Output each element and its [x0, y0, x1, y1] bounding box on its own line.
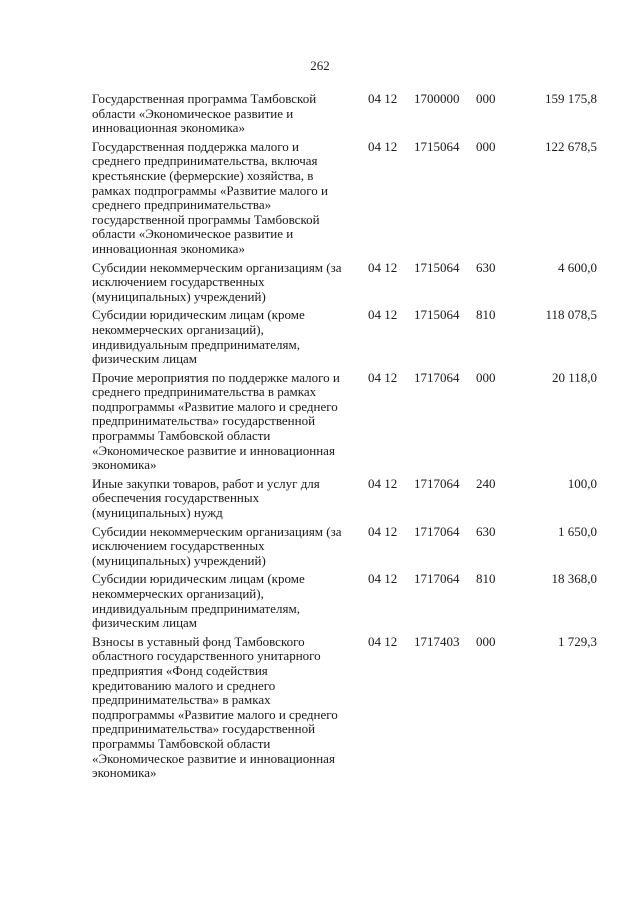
- row-amount: 1 650,0: [558, 523, 597, 539]
- row-section: 04 12: [368, 369, 398, 385]
- row-article: 1717064: [414, 571, 460, 587]
- page-number: 262: [310, 58, 330, 73]
- row-article: 1715064: [414, 307, 460, 323]
- table-row: [92, 572, 597, 634]
- row-amount: 122 678,5: [545, 138, 597, 154]
- row-section: 04 12: [368, 138, 398, 154]
- row-name: Прочие мероприятия по поддержке малого и среднего предпринимательства в рамках подпрограммы «Развитие малого и среднего предпринимательства» государственной программы Тамбовской области «Экономическое развитие и инновационная экономика»: [92, 369, 340, 473]
- table-row: [92, 140, 597, 261]
- budget-table: [92, 92, 597, 785]
- row-article: 1717064: [414, 475, 460, 491]
- table-row: [92, 477, 597, 525]
- row-name: Иные закупки товаров, работ и услуг для обеспечения государственных (муниципальных) нужд: [92, 475, 320, 521]
- row-section: 04 12: [368, 571, 398, 587]
- row-article: 1717403: [414, 633, 460, 649]
- row-section: 04 12: [368, 259, 398, 275]
- row-expense-type: 000: [476, 369, 496, 385]
- row-section: 04 12: [368, 475, 398, 491]
- row-name: Субсидии некоммерческим организациям (за исключением государственных (муниципальных) учреждений): [92, 523, 342, 568]
- row-article: 1700000: [414, 91, 460, 106]
- row-expense-type: 000: [476, 91, 496, 106]
- row-name: Субсидии юридическим лицам (кроме некоммерческих организаций), индивидуальным предпринимателям, физическим лицам: [92, 571, 305, 631]
- row-name: Государственная программа Тамбовской области «Экономическое развитие и инновационная экономика»: [92, 91, 317, 136]
- row-amount: 1 729,3: [558, 633, 597, 649]
- row-expense-type: 240: [476, 475, 496, 491]
- row-section: 04 12: [368, 633, 398, 649]
- row-expense-type: 810: [476, 571, 496, 587]
- row-amount: 18 368,0: [551, 571, 597, 587]
- row-expense-type: 000: [476, 138, 496, 154]
- table-row: [92, 261, 597, 309]
- row-expense-type: 810: [476, 307, 496, 323]
- row-article: 1717064: [414, 369, 460, 385]
- row-name: Субсидии некоммерческим организациям (за исключением государственных (муниципальных) учреждений): [92, 259, 342, 304]
- row-section: 04 12: [368, 307, 398, 323]
- row-name: Субсидии юридическим лицам (кроме некоммерческих организаций), индивидуальным предпринимателям, физическим лицам: [92, 307, 305, 367]
- table-row: [92, 92, 597, 140]
- row-article: 1715064: [414, 138, 460, 154]
- row-section: 04 12: [368, 91, 398, 106]
- table-row: [92, 635, 597, 785]
- table-row: [92, 525, 597, 573]
- row-amount: 159 175,8: [545, 91, 597, 106]
- row-article: 1715064: [414, 259, 460, 275]
- row-expense-type: 000: [476, 633, 496, 649]
- row-amount: 20 118,0: [551, 369, 597, 385]
- row-amount: 100,0: [567, 475, 597, 491]
- row-name: Государственная поддержка малого и среднего предпринимательства, включая крестьянские (фермерские) хозяйства, в рамках подпрограммы «Развитие малого и среднего предпринимательства» государственной программы Тамбовской области «Экономическое развитие и инновационная экономика»: [92, 138, 328, 256]
- row-article: 1717064: [414, 523, 460, 539]
- table-row: [92, 371, 597, 477]
- row-expense-type: 630: [476, 259, 496, 275]
- table-row: [92, 308, 597, 370]
- row-expense-type: 630: [476, 523, 496, 539]
- row-section: 04 12: [368, 523, 398, 539]
- row-name: Взносы в уставный фонд Тамбовского областного государственного унитарного предприятия «Фонд содействия кредитованию малого и среднего предпринимательства» в рамках подпрограммы «Развитие малого и среднего предпринимательства» государственной программы Тамбовской области «Экономическое развитие и инновационная экономика»: [92, 633, 338, 781]
- row-amount: 4 600,0: [558, 259, 597, 275]
- row-amount: 118 078,5: [545, 307, 597, 323]
